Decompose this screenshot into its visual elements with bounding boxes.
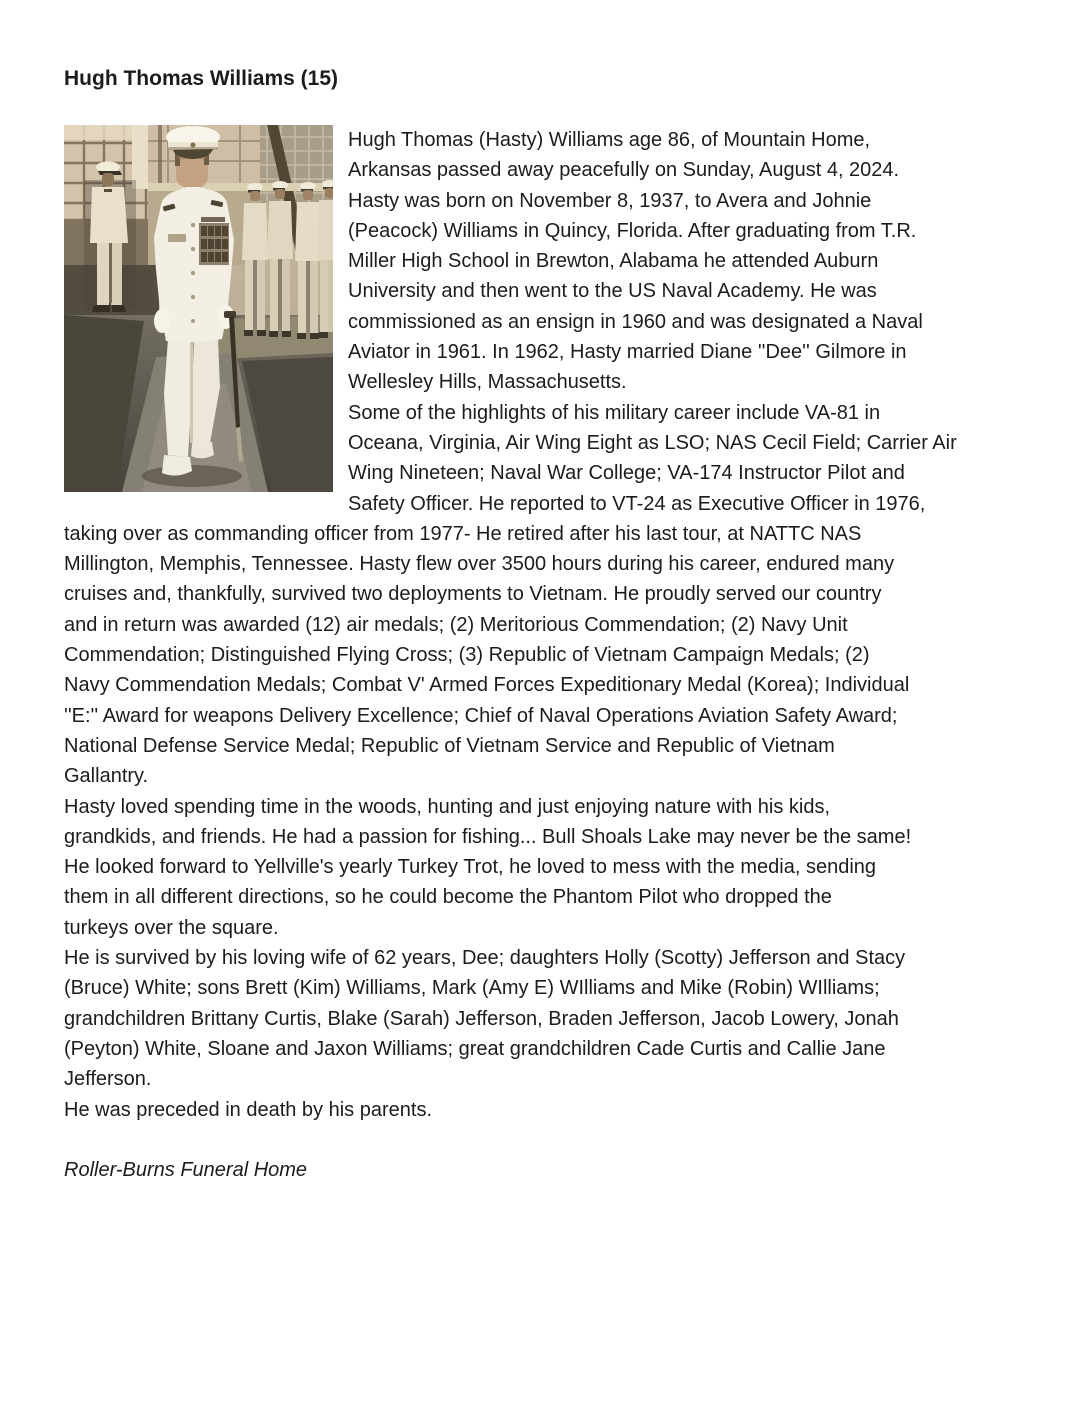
text-line: Gallantry. bbox=[64, 765, 149, 788]
photo-sepia-overlay bbox=[64, 125, 333, 492]
text-line: and in return was awarded (12) air medals; (2) Meritorious Commendation; (2) Navy Unit bbox=[64, 613, 848, 636]
text-line: He is survived by his loving wife of 62 years, Dee; daughters Holly (Scotty) Jefferson and Stacy bbox=[64, 947, 906, 970]
obituary-title: Hugh Thomas Williams (15) bbox=[64, 67, 339, 90]
text-line: grandchildren Brittany Curtis, Blake (Sarah) Jefferson, Braden Jefferson, Jacob Lowery, Jonah bbox=[64, 1007, 899, 1030]
photo-and-text-row bbox=[64, 125, 1024, 519]
text-line: Safety Officer. He reported to VT-24 as Executive Officer in 1976, bbox=[348, 492, 926, 515]
text-line: University and then went to the US Naval Academy. He was bbox=[348, 280, 877, 303]
text-line: Some of the highlights of his military career include VA-81 in bbox=[348, 401, 881, 424]
text-line: turkeys over the square. bbox=[64, 916, 279, 939]
obituary-photo bbox=[64, 125, 333, 492]
text-line: Navy Commendation Medals; Combat V' Armed Forces Expeditionary Medal (Korea); Individual bbox=[64, 674, 910, 697]
text-line: Millington, Memphis, Tennessee. Hasty flew over 3500 hours during his career, endured many bbox=[64, 553, 895, 576]
text-line: Hugh Thomas (Hasty) Williams age 86, of Mountain Home, bbox=[348, 129, 871, 151]
text-line: Wing Nineteen; Naval War College; VA-174 Instructor Pilot and bbox=[348, 462, 905, 485]
text-line: Hasty loved spending time in the woods, hunting and just enjoying nature with his kids, bbox=[64, 795, 831, 818]
text-line: Aviator in 1961. In 1962, Hasty married Diane ''Dee'' Gilmore in bbox=[348, 341, 907, 364]
text-line: National Defense Service Medal; Republic of Vietnam Service and Republic of Vietnam bbox=[64, 734, 835, 757]
text-line: (Peacock) Williams in Quincy, Florida. After graduating from T.R. bbox=[348, 219, 917, 242]
text-line: commissioned as an ensign in 1960 and was designated a Naval bbox=[348, 310, 923, 333]
text-line: taking over as commanding officer from 1977- He retired after his last tour, at NATTC NAS bbox=[64, 522, 862, 545]
text-line: Miller High School in Brewton, Alabama he attended Auburn bbox=[348, 250, 879, 273]
text-line: ''E:'' Award for weapons Delivery Excellence; Chief of Naval Operations Aviation Safety Award; bbox=[64, 704, 898, 727]
text-line: cruises and, thankfully, survived two deployments to Vietnam. He proudly served our country bbox=[64, 583, 882, 606]
text-line: (Bruce) White; sons Brett (Kim) Williams, Mark (Amy E) WIlliams and Mike (Robin) WIlliams; bbox=[64, 977, 880, 1000]
text-line: Hasty was born on November 8, 1937, to Avera and Johnie bbox=[348, 189, 872, 212]
text-beside-photo bbox=[348, 125, 1024, 519]
text-line: (Peyton) White, Sloane and Jaxon Williams; great grandchildren Cade Curtis and Callie Jane bbox=[64, 1037, 886, 1060]
text-line: He looked forward to Yellville's yearly Turkey Trot, he loved to mess with the media, sending bbox=[64, 856, 877, 879]
text-line: Commendation; Distinguished Flying Cross; (3) Republic of Vietnam Campaign Medals; (2) bbox=[64, 644, 870, 667]
text-line: Jefferson. bbox=[64, 1068, 152, 1091]
text-line: Arkansas passed away peacefully on Sunday, August 4, 2024. bbox=[348, 159, 900, 182]
text-line: He was preceded in death by his parents. bbox=[64, 1098, 432, 1121]
text-line: Wellesley Hills, Massachusetts. bbox=[348, 371, 627, 394]
text-line: Oceana, Virginia, Air Wing Eight as LSO; NAS Cecil Field; Carrier Air bbox=[348, 431, 957, 454]
text-below-photo bbox=[64, 519, 1024, 1186]
text-line: grandkids, and friends. He had a passion for fishing... Bull Shoals Lake may never be the same! bbox=[64, 825, 912, 848]
text-line: them in all different directions, so he could become the Phantom Pilot who dropped the bbox=[64, 886, 832, 909]
funeral-home-name: Roller-Burns Funeral Home bbox=[64, 1159, 308, 1182]
